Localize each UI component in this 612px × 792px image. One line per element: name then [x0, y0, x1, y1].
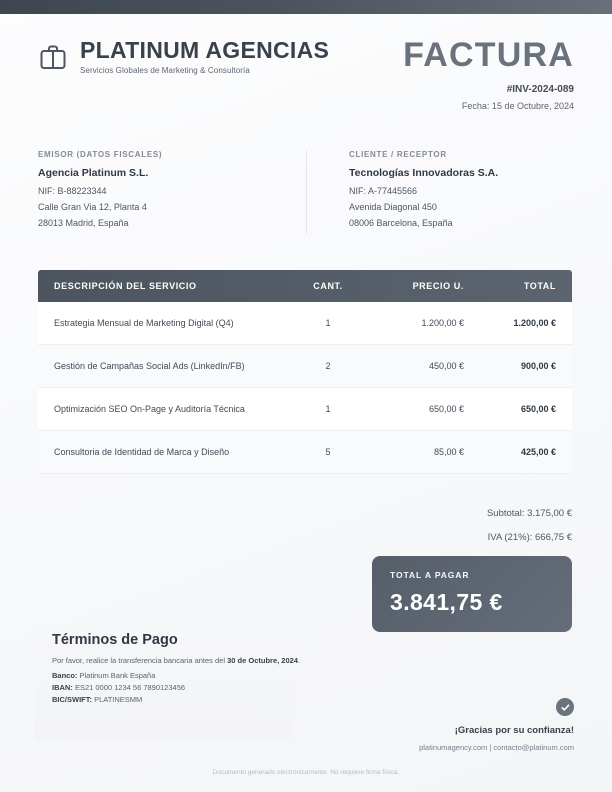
- row-unit-price: 85,00 €: [433, 447, 464, 457]
- client-nif: NIF: A-77445566: [349, 186, 418, 196]
- contact-info: platinumagency.com | contacto@platinum.com: [419, 743, 574, 752]
- iban-label: IBAN:: [52, 682, 73, 692]
- parties-section: [38, 150, 574, 234]
- table-row: [38, 431, 572, 474]
- row-total: 1.200,00 €: [513, 318, 556, 328]
- swift-value: PLATINESMM: [94, 694, 143, 704]
- bank-value: Platinum Bank España: [79, 670, 156, 680]
- legal-disclaimer: Documento generado electrónicamente. No requiere firma física.: [212, 769, 400, 776]
- brand-block: [38, 38, 329, 77]
- grand-total-box: [372, 556, 572, 632]
- issuer-address: Calle Gran Via 12, Planta 4: [38, 202, 147, 212]
- invoice-number: #INV-2024-089: [506, 84, 574, 95]
- row-quantity: 5: [325, 447, 331, 457]
- row-total: 425,00 €: [520, 447, 556, 457]
- terms-instruction-suffix: .: [297, 656, 301, 665]
- brand-name: PLATINUM AGENCIAS: [80, 37, 330, 63]
- column-header-total: TOTAL: [523, 281, 556, 291]
- bank-label: Banco:: [52, 670, 78, 680]
- table-row: [38, 345, 572, 388]
- iban-value: ES21 0000 1234 56 7890123456: [74, 682, 186, 692]
- subtotal-line: Subtotal: 3.175,00 €: [486, 508, 572, 519]
- invoice-header: [38, 38, 574, 111]
- row-unit-price: 450,00 €: [428, 361, 464, 371]
- row-unit-price: 1.200,00 €: [421, 318, 464, 328]
- top-accent-bar: [0, 0, 612, 14]
- row-total: 900,00 €: [520, 361, 556, 371]
- client-city: 08006 Barcelona, España: [349, 218, 453, 228]
- invoice-title: FACTURA: [403, 36, 574, 74]
- issuer-nif: NIF: B-88223344: [38, 186, 107, 196]
- swift-row: [52, 695, 302, 704]
- row-total: 650,00 €: [520, 404, 556, 414]
- brand-tagline: Servicios Globales de Marketing & Consultoría: [80, 66, 250, 76]
- row-description: Gestión de Campañas Social Ads (LinkedIn/FB): [54, 361, 245, 371]
- check-circle-icon: [556, 698, 574, 716]
- iban-row: [52, 683, 302, 692]
- column-header-quantity: CANT.: [313, 281, 343, 291]
- column-header-description: DESCRIPCIÓN DEL SERVICIO: [54, 281, 197, 291]
- terms-due-date: 30 de Octubre, 2024: [227, 656, 298, 665]
- tax-line: IVA (21%): 666,75 €: [487, 532, 572, 543]
- line-items-table: [38, 270, 572, 474]
- issuer-city: 28013 Madrid, España: [38, 218, 129, 228]
- issuer-label: EMISOR (DATOS FISCALES): [38, 150, 163, 159]
- invoice-date: Fecha: 15 de Octubre, 2024: [461, 101, 574, 111]
- row-quantity: 1: [325, 404, 331, 414]
- briefcase-icon: [38, 42, 68, 77]
- swift-label: BIC/SWIFT:: [52, 694, 92, 704]
- issuer-block: [38, 150, 306, 234]
- totals-section: [38, 508, 572, 632]
- row-description: Estrategia Mensual de Marketing Digital (Q4): [54, 318, 234, 328]
- row-quantity: 1: [325, 318, 331, 328]
- row-description: Consultoria de Identidad de Marca y Diseño: [54, 447, 230, 457]
- grand-total-label: TOTAL A PAGAR: [390, 570, 470, 580]
- client-block: [306, 150, 574, 234]
- footer-right-block: [330, 698, 574, 752]
- table-row: [38, 302, 572, 345]
- row-description: Optimización SEO On-Page y Auditoría Técnica: [54, 404, 245, 414]
- table-header-row: [38, 270, 572, 302]
- invoice-meta: [403, 38, 574, 111]
- table-row: [38, 388, 572, 431]
- grand-total-value: 3.841,75 €: [390, 589, 503, 615]
- payment-terms-section: [52, 632, 302, 707]
- row-unit-price: 650,00 €: [428, 404, 464, 414]
- client-name: Tecnologías Innovadoras S.A.: [349, 167, 499, 179]
- terms-instruction-prefix: Por favor, realice la transferencia bancaria antes del: [52, 656, 228, 665]
- client-label: CLIENTE / RECEPTOR: [349, 150, 447, 159]
- column-header-unit-price: PRECIO U.: [412, 281, 464, 291]
- client-address: Avenida Diagonal 450: [349, 202, 437, 212]
- bank-row: [52, 671, 302, 680]
- terms-instruction: [52, 655, 302, 667]
- thank-you-message: ¡Gracias por su confianza!: [454, 725, 574, 736]
- row-quantity: 2: [325, 361, 331, 371]
- issuer-name: Agencia Platinum S.L.: [38, 167, 149, 179]
- terms-title: Términos de Pago: [52, 632, 178, 648]
